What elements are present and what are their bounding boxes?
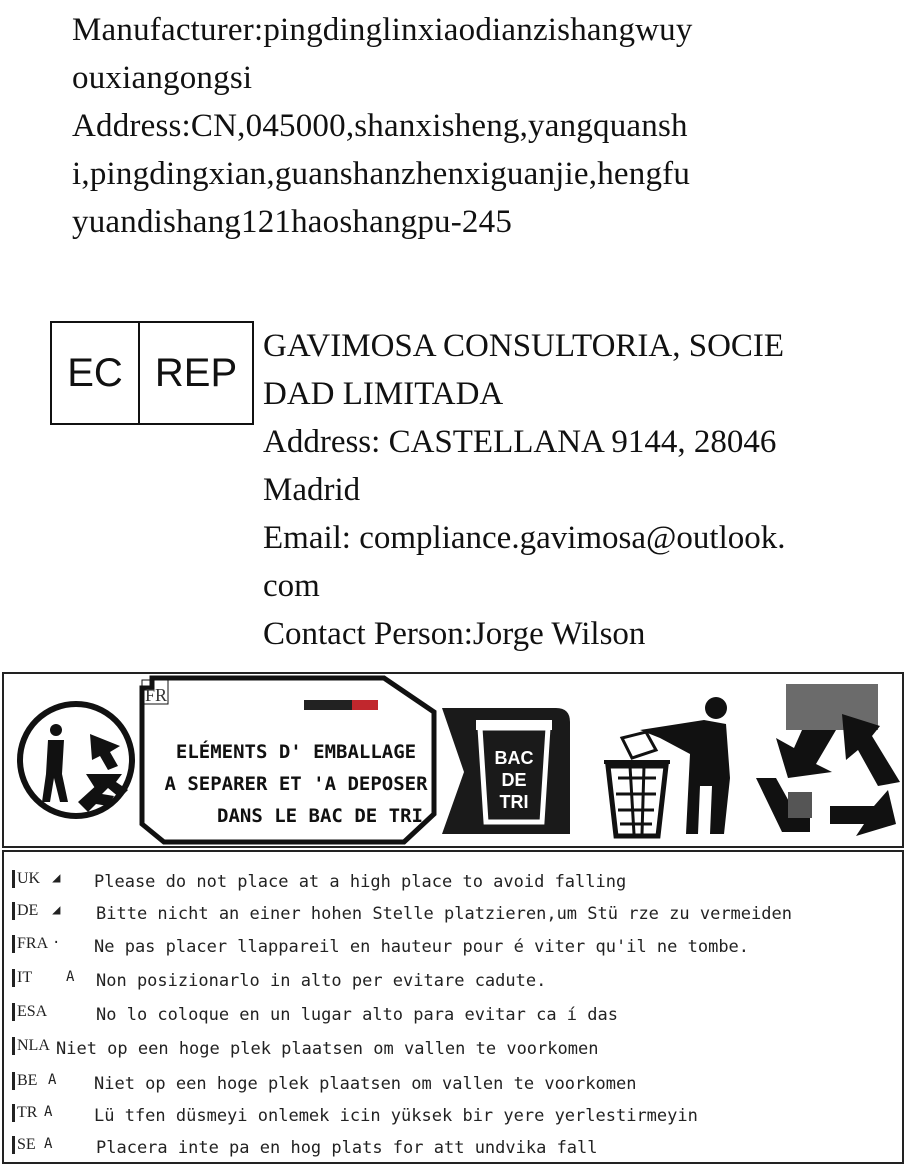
warning-row <box>4 997 904 1029</box>
triman-line: A SEPARER ET 'A DEPOSER <box>164 773 428 795</box>
language-code: BE <box>12 1072 37 1090</box>
rep-address-line: Madrid <box>263 472 361 508</box>
warning-row <box>4 896 904 928</box>
warning-row <box>4 1066 904 1098</box>
rep-label: REP <box>138 323 252 423</box>
address-line: Address:CN,045000,shanxisheng,yangquansh <box>72 108 688 144</box>
warning-mark: A <box>44 1104 53 1120</box>
fall-warning-table <box>2 850 904 1164</box>
warning-text: Niet op een hoge plek plaatsen om vallen te voorkomen <box>56 1039 599 1059</box>
warning-mark: ◢ <box>52 870 61 886</box>
language-code: IT <box>12 969 32 987</box>
language-code: ESA <box>12 1003 47 1021</box>
warning-text: Non posizionarlo in alto per evitare cadute. <box>96 971 547 991</box>
rep-contact-line: Contact Person:Jorge Wilson <box>263 616 646 652</box>
warning-mark: A <box>44 1136 53 1152</box>
language-code: FRA <box>12 935 48 953</box>
bin-line: TRI <box>499 792 529 812</box>
rep-email-line: com <box>263 568 320 604</box>
warning-text: Lü tfen düsmeyi onlemek icin yüksek bir yere yerlestirmeyin <box>94 1106 698 1126</box>
bin-line: DE <box>501 770 527 790</box>
triman-line: ELÉMENTS D' EMBALLAGE <box>175 741 417 763</box>
rep-company-line: DAD LIMITADA <box>263 376 504 412</box>
language-code: UK <box>12 870 40 888</box>
bac-de-tri-bin-icon <box>442 708 570 834</box>
language-code: DE <box>12 902 38 920</box>
warning-text: Ne pas placer llappareil en hauteur pour é viter qu'il ne tombe. <box>94 937 750 957</box>
ec-rep-details <box>263 322 893 658</box>
warning-text: Please do not place at a high place to avoid falling <box>94 872 627 892</box>
warning-mark: A <box>66 969 75 985</box>
warning-row <box>4 1031 904 1063</box>
warning-mark: · <box>52 935 61 951</box>
rep-company-line: GAVIMOSA CONSULTORIA, SOCIE <box>263 328 785 364</box>
warning-mark: ◢ <box>52 902 61 918</box>
language-code: SE <box>12 1136 36 1154</box>
warning-text: Niet op een hoge plek plaatsen om vallen te voorkomen <box>94 1074 637 1094</box>
warning-row <box>4 929 904 961</box>
warning-text: Bitte nicht an einer hohen Stelle platzieren,um Stü rze zu vermeiden <box>96 904 792 924</box>
triman-recycling-panel <box>2 672 904 848</box>
language-code: TR <box>12 1104 37 1122</box>
ec-rep-symbol <box>50 321 254 425</box>
warning-text: Placera inte pa en hog plats for att undvika fall <box>96 1138 598 1158</box>
manufacturer-block <box>72 6 882 246</box>
warning-text: No lo coloque en un lugar alto para evitar ca í das <box>96 1005 618 1025</box>
warning-row <box>4 1098 904 1130</box>
address-line: yuandishang121haoshangpu-245 <box>72 204 513 240</box>
manufacturer-line: ouxiangongsi <box>72 60 253 96</box>
address-line: i,pingdingxian,guanshanzhenxiguanjie,hengfu <box>72 156 691 192</box>
manufacturer-line: Manufacturer:pingdinglinxiaodianzishangwuy <box>72 12 693 48</box>
rep-address-line: Address: CASTELLANA 9144, 28046 <box>263 424 777 460</box>
rep-email-line: Email: compliance.gavimosa@outlook. <box>263 520 786 556</box>
warning-row <box>4 1130 904 1162</box>
triman-person-arrows-icon <box>20 704 132 816</box>
recycle-arrows-icon <box>756 684 900 836</box>
triman-line: DANS LE BAC DE TRI <box>217 805 423 827</box>
warning-mark: A <box>48 1072 57 1088</box>
ec-label: EC <box>67 350 123 395</box>
warning-row <box>4 864 904 896</box>
sorting-instruction-tag <box>142 678 434 842</box>
bin-line: BAC <box>494 748 534 768</box>
warning-row <box>4 963 904 995</box>
person-bin-icon <box>604 697 730 836</box>
language-code: NLA <box>12 1037 50 1055</box>
fr-tag-label: FR <box>145 685 168 705</box>
